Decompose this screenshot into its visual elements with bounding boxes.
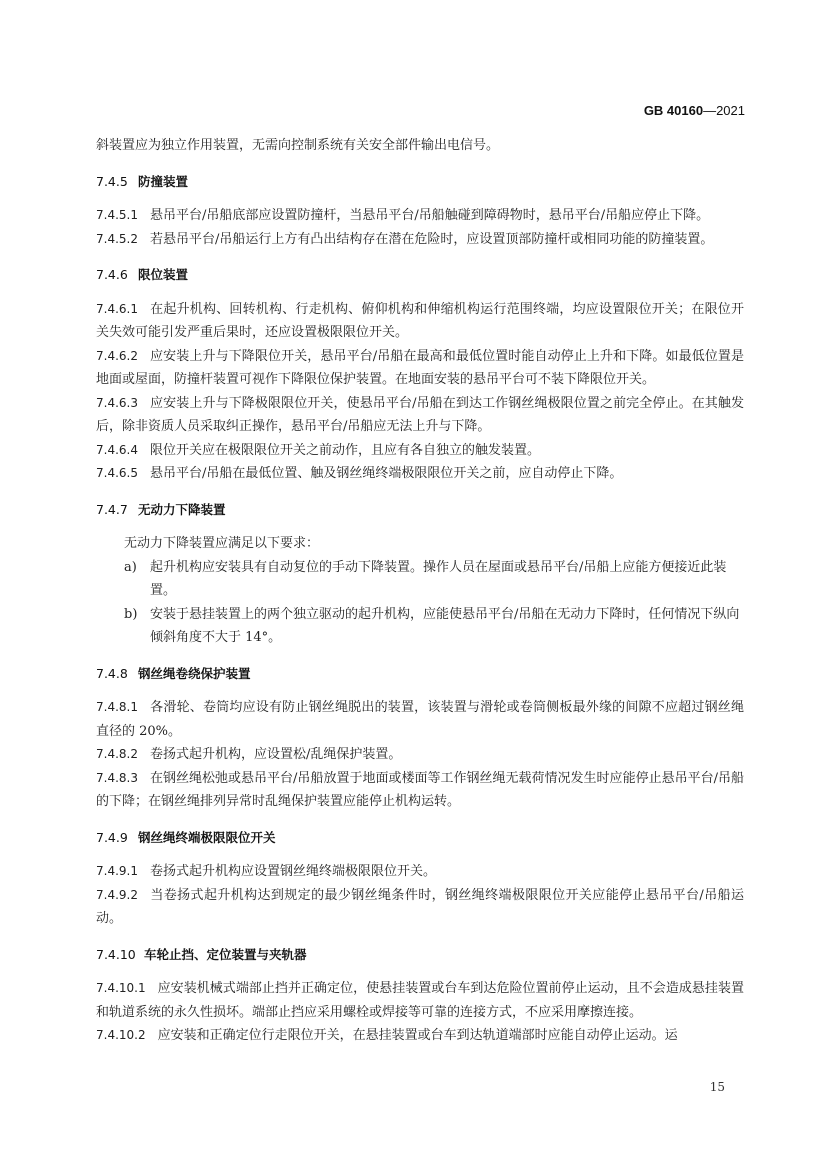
- clause-7-4-8-2: [96, 743, 744, 767]
- clause-7-4-8-3: [96, 767, 744, 814]
- clause-7-4-6-2: [96, 345, 744, 392]
- clause-number: 7.4.6.5: [96, 466, 138, 480]
- section-heading-7-4-6: [96, 263, 744, 287]
- section-title: 防撞装置: [138, 173, 189, 189]
- clause-number: 7.4.5.2: [96, 231, 138, 246]
- section-title: 钢丝绳终端极限限位开关: [138, 829, 276, 845]
- clause-text: 悬吊平台/吊船底部应设置防撞杆，当悬吊平台/吊船触碰到障碍物时，悬吊平台/吊船应停止下降。: [149, 208, 710, 223]
- clause-number: 7.4.9.1: [96, 864, 138, 878]
- section-number: 7.4.6: [96, 267, 128, 282]
- clause-text: 应安装机械式端部止挡并正确定位，使悬挂装置或台车到达危险位置前停止运动，且不会造成悬挂装置和轨道系统的永久性损坏。端部止挡应采用螺栓或焊接等可靠的连接方式，不应采用摩擦连接。: [96, 981, 744, 1020]
- clause-number: 7.4.5.1: [96, 208, 138, 222]
- clause-7-4-9-2: [96, 884, 744, 931]
- clause-number: 7.4.6.2: [96, 348, 138, 363]
- clause-number: 7.4.6.4: [96, 442, 138, 457]
- clause-7-4-5-1: [96, 204, 744, 228]
- clause-text: 限位开关应在极限限位开关之前动作，且应有各自独立的触发装置。: [149, 442, 540, 458]
- clause-number: 7.4.6.3: [96, 395, 138, 410]
- clause-number: 7.4.9.2: [96, 887, 138, 902]
- section-heading-7-4-5: [96, 170, 744, 194]
- clause-text: 应安装上升与下降限位开关，悬吊平台/吊船在最高和最低位置时能自动停止上升和下降。如最低位置是地面或屋面，防撞杆装置可视作下降限位保护装置。在地面安装的悬吊平台可不装下降限位开关。: [96, 348, 744, 387]
- list-marker: b): [124, 606, 138, 622]
- clause-text: 各滑轮、卷筒均应设有防止钢丝绳脱出的装置，该装置与滑轮或卷筒侧板最外缘的间隙不应超过钢丝绳直径的 20%。: [96, 700, 744, 739]
- clause-7-4-9-1: [96, 860, 744, 884]
- clause-7-4-8-1: [96, 696, 744, 743]
- clause-text: 卷扬式起升机构应设置钢丝绳终端极限限位开关。: [149, 864, 436, 879]
- clause-text: 应安装和正确定位行走限位开关，在悬挂装置或台车到达轨道端部时应能自动停止运动。运: [157, 1028, 678, 1043]
- clause-7-4-5-2: [96, 228, 744, 252]
- clause-text: 卷扬式起升机构，应设置松/乱绳保护装置。: [149, 747, 402, 762]
- list-text: 起升机构应安装具有自动复位的手动下降装置。操作人员在屋面或悬吊平台/吊船上应能方便接近此装置。: [150, 559, 727, 598]
- section-number: 7.4.9: [96, 829, 128, 845]
- list-item-b: [96, 603, 744, 650]
- clause-number: 7.4.10.2: [96, 1028, 146, 1042]
- clause-number: 7.4.8.2: [96, 747, 138, 761]
- clause-7-4-6-1: [96, 298, 744, 345]
- clause-number: 7.4.8.1: [96, 700, 138, 714]
- clause-text: 当卷扬式起升机构达到规定的最少钢丝绳条件时，钢丝绳终端极限限位开关应能停止悬吊平台/吊船运动。: [96, 887, 744, 926]
- clause-7-4-10-1: [96, 977, 744, 1024]
- section-number: 7.4.5: [96, 173, 128, 189]
- section-heading-7-4-7: [96, 498, 744, 522]
- page-number: 15: [709, 1080, 725, 1094]
- clause-text: 在钢丝绳松弛或悬吊平台/吊船放置于地面或楼面等工作钢丝绳无载荷情况发生时应能停止悬吊平台/吊船的下降；在钢丝绳排列异常时乱绳保护装置应能停止机构运转。: [96, 770, 744, 809]
- clause-7-4-10-2: [96, 1024, 744, 1048]
- clause-7-4-6-5: [96, 462, 744, 486]
- clause-text: 若悬吊平台/吊船运行上方有凸出结构存在潜在危险时，应设置顶部防撞杆或相同功能的防撞装置。: [149, 231, 714, 247]
- intro-paragraph: 斜装置应为独立作用装置，无需向控制系统有关安全部件输出电信号。: [96, 138, 500, 153]
- clause-number: 7.4.10.1: [96, 981, 146, 995]
- section-heading-7-4-8: [96, 662, 744, 686]
- standard-code: [644, 103, 745, 118]
- section-title: 钢丝绳卷绕保护装置: [138, 665, 251, 681]
- section-title: 车轮止挡、定位装置与夹轨器: [144, 946, 307, 962]
- list-item-a: [96, 556, 744, 603]
- list-text: 安装于悬挂装置上的两个独立驱动的起升机构，应能使悬吊平台/吊船在无动力下降时，任何情况下纵向倾斜角度不大于 14°。: [150, 606, 740, 645]
- section-title: 限位装置: [138, 267, 189, 282]
- clause-number: 7.4.6.1: [96, 301, 138, 316]
- standard-year: —2021: [703, 103, 745, 118]
- list-marker: a): [124, 559, 137, 575]
- requirements-lead: 无动力下降装置应满足以下要求：: [124, 536, 320, 551]
- section-number: 7.4.8: [96, 665, 128, 681]
- section-heading-7-4-9: [96, 826, 744, 850]
- clause-number: 7.4.8.3: [96, 770, 138, 785]
- clause-7-4-6-3: [96, 392, 744, 439]
- clause-text: 在起升机构、回转机构、行走机构、俯仰机构和伸缩机构运行范围终端，均应设置限位开关；在限位开关失效可能引发严重后果时，还应设置极限限位开关。: [96, 301, 744, 340]
- clause-7-4-6-4: [96, 439, 744, 463]
- standard-number: GB 40160: [643, 103, 704, 118]
- section-title: 无动力下降装置: [138, 501, 226, 517]
- clause-text: 悬吊平台/吊船在最低位置、触及钢丝绳终端极限限位开关之前，应自动停止下降。: [149, 466, 623, 481]
- clause-text: 应安装上升与下降极限限位开关，使悬吊平台/吊船在到达工作钢丝绳极限位置之前完全停止。在其触发后，除非资质人员采取纠正操作，悬吊平台/吊船应无法上升与下降。: [96, 395, 744, 434]
- section-number: 7.4.10: [96, 946, 136, 962]
- section-number: 7.4.7: [96, 501, 128, 517]
- section-heading-7-4-10: [96, 943, 744, 967]
- page-content: [96, 134, 744, 1048]
